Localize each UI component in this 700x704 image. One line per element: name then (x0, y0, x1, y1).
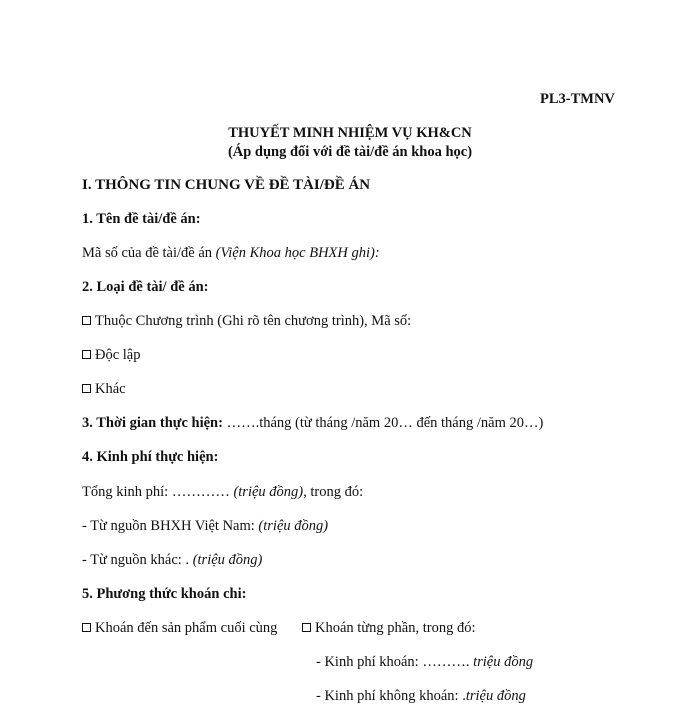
checkbox-icon[interactable] (82, 623, 91, 632)
noncontract-budget-line (316, 689, 526, 704)
item3-line (82, 416, 543, 431)
option-independent-label: Độc lập (95, 347, 141, 363)
total-budget-line (82, 485, 363, 500)
option-final-product[interactable] (82, 621, 277, 636)
contract-budget-line (316, 655, 533, 670)
total-budget-unit: (triệu đồng) (233, 484, 304, 500)
budget-source1-line (82, 519, 328, 534)
budget-source2-unit: (triệu đồng) (192, 552, 263, 568)
project-code-note: (Viện Khoa học BHXH ghi): (215, 245, 380, 261)
budget-source1-unit: (triệu đồng) (258, 518, 329, 534)
checkbox-icon[interactable] (82, 384, 91, 393)
duration-text: …….tháng (từ tháng /năm 20… đến tháng /năm 20…) (222, 415, 544, 431)
item4-heading: 4. Kinh phí thực hiện: (82, 449, 219, 465)
project-code-line (82, 246, 380, 261)
checkbox-icon[interactable] (82, 316, 91, 325)
option-other[interactable] (82, 382, 126, 397)
option-program-label: Thuộc Chương trình (Ghi rõ tên chương trình), Mã số: (95, 313, 412, 329)
item5-heading: 5. Phương thức khoán chi: (82, 586, 247, 602)
section-heading: I. THÔNG TIN CHUNG VỀ ĐỀ TÀI/ĐỀ ÁN (82, 177, 371, 193)
option-program[interactable] (82, 314, 411, 329)
noncontract-budget-unit: triệu đồng (465, 688, 526, 704)
contract-budget-label: - Kinh phí khoán: ………. (316, 654, 474, 670)
document-subtitle: (Áp dụng đối với đề tài/đề án khoa học) (227, 144, 473, 160)
contract-budget-unit: triệu đồng (473, 654, 534, 670)
option-partial-label: Khoán từng phần, trong đó: (315, 620, 476, 636)
budget-source1-label: - Từ nguồn BHXH Việt Nam: (82, 518, 259, 534)
checkbox-icon[interactable] (302, 623, 311, 632)
option-independent[interactable] (82, 348, 141, 363)
total-budget-suffix: , trong đó: (303, 484, 364, 500)
project-code-label: Mã số của đề tài/đề án (82, 245, 216, 261)
item3-heading: 3. Thời gian thực hiện: (82, 415, 223, 431)
budget-source2-line (82, 553, 262, 568)
option-partial[interactable] (302, 621, 476, 636)
item2-heading: 2. Loại đề tài/ đề án: (82, 279, 209, 295)
document-code: PL3-TMNV (540, 91, 615, 107)
option-other-label: Khác (95, 381, 126, 397)
checkbox-icon[interactable] (82, 350, 91, 359)
document-title: THUYẾT MINH NHIỆM VỤ KH&CN (228, 125, 472, 141)
noncontract-budget-label: - Kinh phí không khoán: . (316, 688, 466, 704)
budget-source2-label: - Từ nguồn khác: . (82, 552, 193, 568)
option-final-product-label: Khoán đến sản phẩm cuối cùng (95, 620, 278, 636)
item1-heading: 1. Tên đề tài/đề án: (82, 211, 201, 227)
total-budget-label: Tổng kinh phí: ………… (82, 484, 234, 500)
